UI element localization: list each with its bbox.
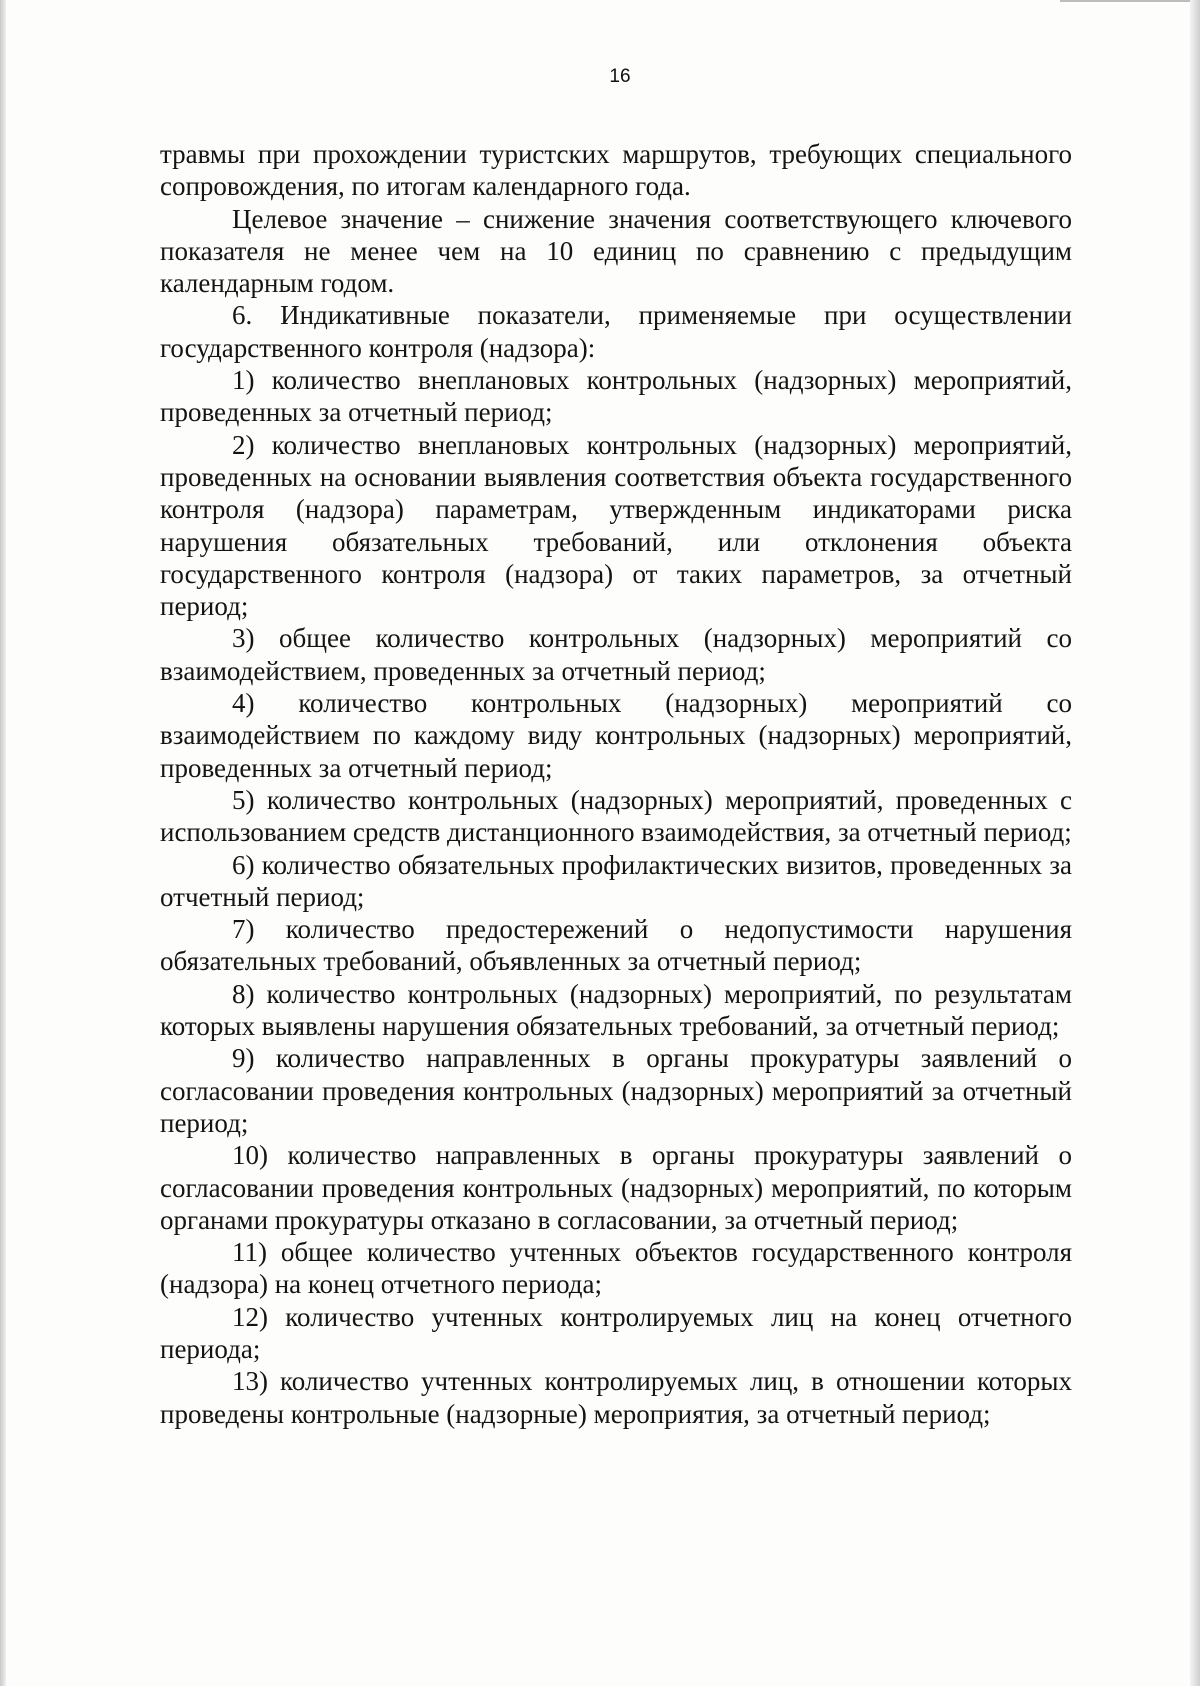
list-item: 1) количество внеплановых контрольных (надзорных) мероприятий, проведенных за отчетный период; — [160, 365, 1072, 428]
page-number: 16 — [609, 66, 631, 87]
list-item: 5) количество контрольных (надзорных) мероприятий, проведенных с использованием средств дистанционного взаимодействия, за отчетный период; — [160, 784, 1072, 848]
scan-edge-left — [0, 0, 6, 1686]
list-item: 3) общее количество контрольных (надзорных) мероприятий со взаимодействием, проведенных за отчетный период; — [160, 623, 1072, 686]
list-item: 4) количество контрольных (надзорных) мероприятий со взаимодействием по каждому виду контрольных (надзорных) мероприятий, проведенных за отчетный период; — [160, 688, 1072, 783]
list-item: 13) количество учтенных контролируемых лиц, в отношении которых проведены контрольные (надзорные) мероприятия, за отчетный период; — [160, 1366, 1072, 1429]
paragraph-target-value: Целевое значение – снижение значения соответствующего ключевого показателя не менее чем на 10 единиц по сравнению с предыдущим календарным годом. — [160, 203, 1072, 299]
paragraph-continuation: травмы при прохождении туристских маршрутов, требующих специального сопровождения, по итогам календарного года. — [160, 139, 1072, 202]
list-item: 2) количество внеплановых контрольных (надзорных) мероприятий, проведенных на основании выявления соответствия объекта государственного контроля (надзора) параметрам, утвержденным индикаторами риска нарушения обязательных требований, или отклонения объекта государственного контроля (надзора) от таких параметров, за отчетный период; — [160, 429, 1072, 622]
list-item: 8) количество контрольных (надзорных) мероприятий, по результатам которых выявлены нарушения обязательных требований, за отчетный период; — [160, 978, 1072, 1042]
scan-edge-right — [1190, 0, 1200, 1686]
list-item: 9) количество направленных в органы прокуратуры заявлений о согласовании проведения контрольных (надзорных) мероприятий за отчетный период; — [160, 1043, 1072, 1138]
list-item: 10) количество направленных в органы прокуратуры заявлений о согласовании проведения контрольных (надзорных) мероприятий, по которым органами прокуратуры отказано в согласовании, за отчетный период; — [160, 1140, 1072, 1235]
list-item: 6) количество обязательных профилактических визитов, проведенных за отчетный период; — [160, 849, 1072, 912]
scan-edge-top — [1060, 0, 1190, 2]
list-item: 11) общее количество учтенных объектов государственного контроля (надзора) на конец отчетного периода; — [160, 1237, 1072, 1300]
list-item: 7) количество предостережений о недопустимости нарушения обязательных требований, объявленных за отчетный период; — [160, 914, 1072, 977]
document-body — [160, 138, 1072, 1430]
paragraph-section-6: 6. Индикативные показатели, применяемые при осуществлении государственного контроля (надзора): — [160, 300, 1072, 363]
list-item: 12) количество учтенных контролируемых лиц на конец отчетного периода; — [160, 1301, 1072, 1364]
